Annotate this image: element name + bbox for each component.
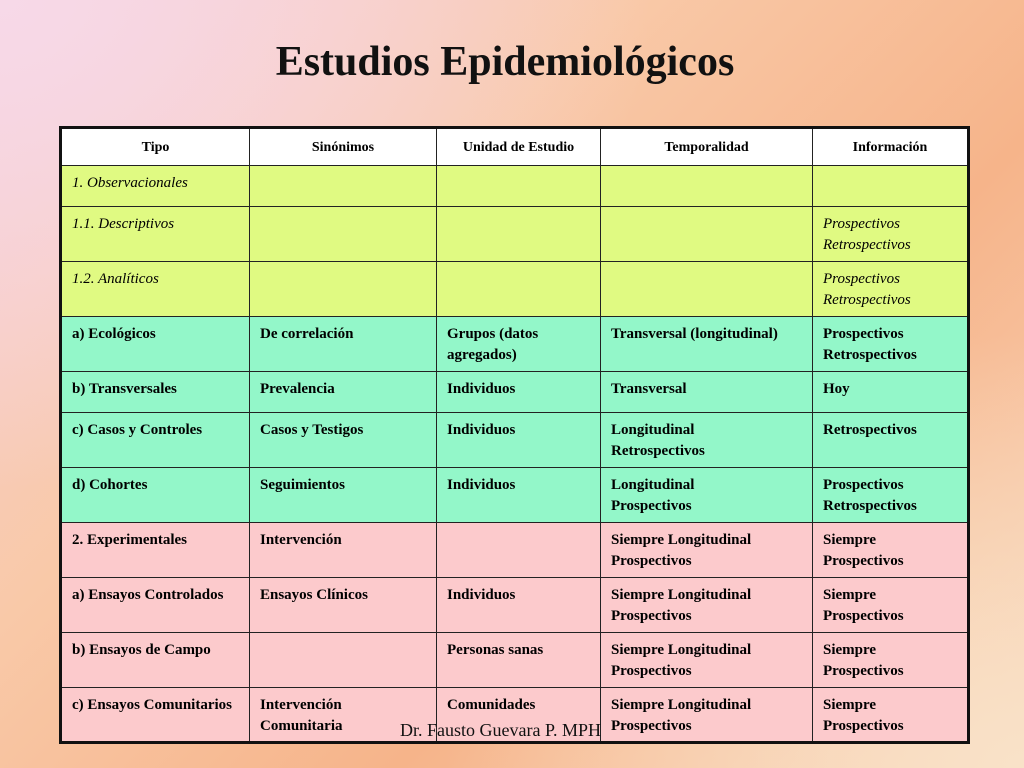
cell-unidad bbox=[437, 207, 601, 262]
header-unidad: Unidad de Estudio bbox=[437, 128, 601, 166]
cell-tipo: b) Ensayos de Campo bbox=[61, 633, 250, 688]
cell-tipo: 2. Experimentales bbox=[61, 523, 250, 578]
cell-informacion: Hoy bbox=[813, 372, 969, 413]
cell-sinonimos bbox=[250, 166, 437, 207]
table-row bbox=[61, 262, 969, 317]
studies-table bbox=[59, 126, 970, 744]
cell-sinonimos: Intervención bbox=[250, 523, 437, 578]
cell-temporalidad bbox=[601, 262, 813, 317]
cell-temporalidad bbox=[601, 207, 813, 262]
footer-author: Dr. Fausto Guevara P. MPH bbox=[400, 720, 601, 740]
cell-informacion: Prospectivos Retrospectivos bbox=[813, 317, 969, 372]
cell-sinonimos: Ensayos Clínicos bbox=[250, 578, 437, 633]
header-tipo: Tipo bbox=[61, 128, 250, 166]
table-row bbox=[61, 633, 969, 688]
cell-informacion: Prospectivos Retrospectivos bbox=[813, 468, 969, 523]
cell-tipo: 1. Observacionales bbox=[61, 166, 250, 207]
cell-temporalidad: Transversal (longitudinal) bbox=[601, 317, 813, 372]
header-temporalidad: Temporalidad bbox=[601, 128, 813, 166]
cell-temporalidad: Siempre Longitudinal Prospectivos bbox=[601, 688, 813, 743]
cell-tipo: a) Ensayos Controlados bbox=[61, 578, 250, 633]
table-row bbox=[61, 523, 969, 578]
cell-temporalidad: Siempre Longitudinal Prospectivos bbox=[601, 523, 813, 578]
cell-temporalidad: Longitudinal Prospectivos bbox=[601, 468, 813, 523]
cell-tipo: 1.1. Descriptivos bbox=[61, 207, 250, 262]
cell-temporalidad bbox=[601, 166, 813, 207]
cell-temporalidad: Siempre Longitudinal Prospectivos bbox=[601, 633, 813, 688]
cell-informacion: Prospectivos Retrospectivos bbox=[813, 262, 969, 317]
cell-sinonimos bbox=[250, 633, 437, 688]
table-row bbox=[61, 468, 969, 523]
cell-tipo: a) Ecológicos bbox=[61, 317, 250, 372]
cell-unidad: Individuos bbox=[437, 468, 601, 523]
cell-informacion: Siempre Prospectivos bbox=[813, 633, 969, 688]
cell-sinonimos: Seguimientos bbox=[250, 468, 437, 523]
cell-sinonimos: Casos y Testigos bbox=[250, 413, 437, 468]
table-row bbox=[61, 578, 969, 633]
cell-unidad bbox=[437, 262, 601, 317]
cell-sinonimos: Prevalencia bbox=[250, 372, 437, 413]
cell-unidad bbox=[437, 166, 601, 207]
cell-tipo: d) Cohortes bbox=[61, 468, 250, 523]
header-informacion: Información bbox=[813, 128, 969, 166]
slide-title: Estudios Epidemiológicos bbox=[275, 39, 735, 85]
cell-informacion: Prospectivos Retrospectivos bbox=[813, 207, 969, 262]
cell-tipo: 1.2. Analíticos bbox=[61, 262, 250, 317]
cell-temporalidad: Siempre Longitudinal Prospectivos bbox=[601, 578, 813, 633]
cell-tipo: b) Transversales bbox=[61, 372, 250, 413]
table-row bbox=[61, 372, 969, 413]
cell-temporalidad: Longitudinal Retrospectivos bbox=[601, 413, 813, 468]
cell-informacion bbox=[813, 166, 969, 207]
cell-temporalidad: Transversal bbox=[601, 372, 813, 413]
cell-unidad: Personas sanas bbox=[437, 633, 601, 688]
cell-unidad: Grupos (datos agregados) bbox=[437, 317, 601, 372]
cell-unidad bbox=[437, 523, 601, 578]
cell-sinonimos bbox=[250, 207, 437, 262]
cell-unidad: Comunidades bbox=[437, 688, 601, 743]
table-row bbox=[61, 413, 969, 468]
header-sinonimos: Sinónimos bbox=[250, 128, 437, 166]
cell-informacion: Siempre Prospectivos bbox=[813, 578, 969, 633]
table-header-row bbox=[61, 128, 969, 166]
table-row bbox=[61, 207, 969, 262]
cell-informacion: Siempre Prospectivos bbox=[813, 523, 969, 578]
table-body bbox=[61, 166, 969, 743]
cell-unidad: Individuos bbox=[437, 372, 601, 413]
cell-sinonimos: Intervención Comunitaria bbox=[250, 688, 437, 743]
cell-informacion: Retrospectivos bbox=[813, 413, 969, 468]
cell-tipo: c) Casos y Controles bbox=[61, 413, 250, 468]
cell-sinonimos bbox=[250, 262, 437, 317]
cell-unidad: Individuos bbox=[437, 413, 601, 468]
cell-sinonimos: De correlación bbox=[250, 317, 437, 372]
table-row bbox=[61, 317, 969, 372]
cell-unidad: Individuos bbox=[437, 578, 601, 633]
cell-informacion: Siempre Prospectivos bbox=[813, 688, 969, 743]
cell-tipo: c) Ensayos Comunitarios bbox=[61, 688, 250, 743]
table-row bbox=[61, 166, 969, 207]
